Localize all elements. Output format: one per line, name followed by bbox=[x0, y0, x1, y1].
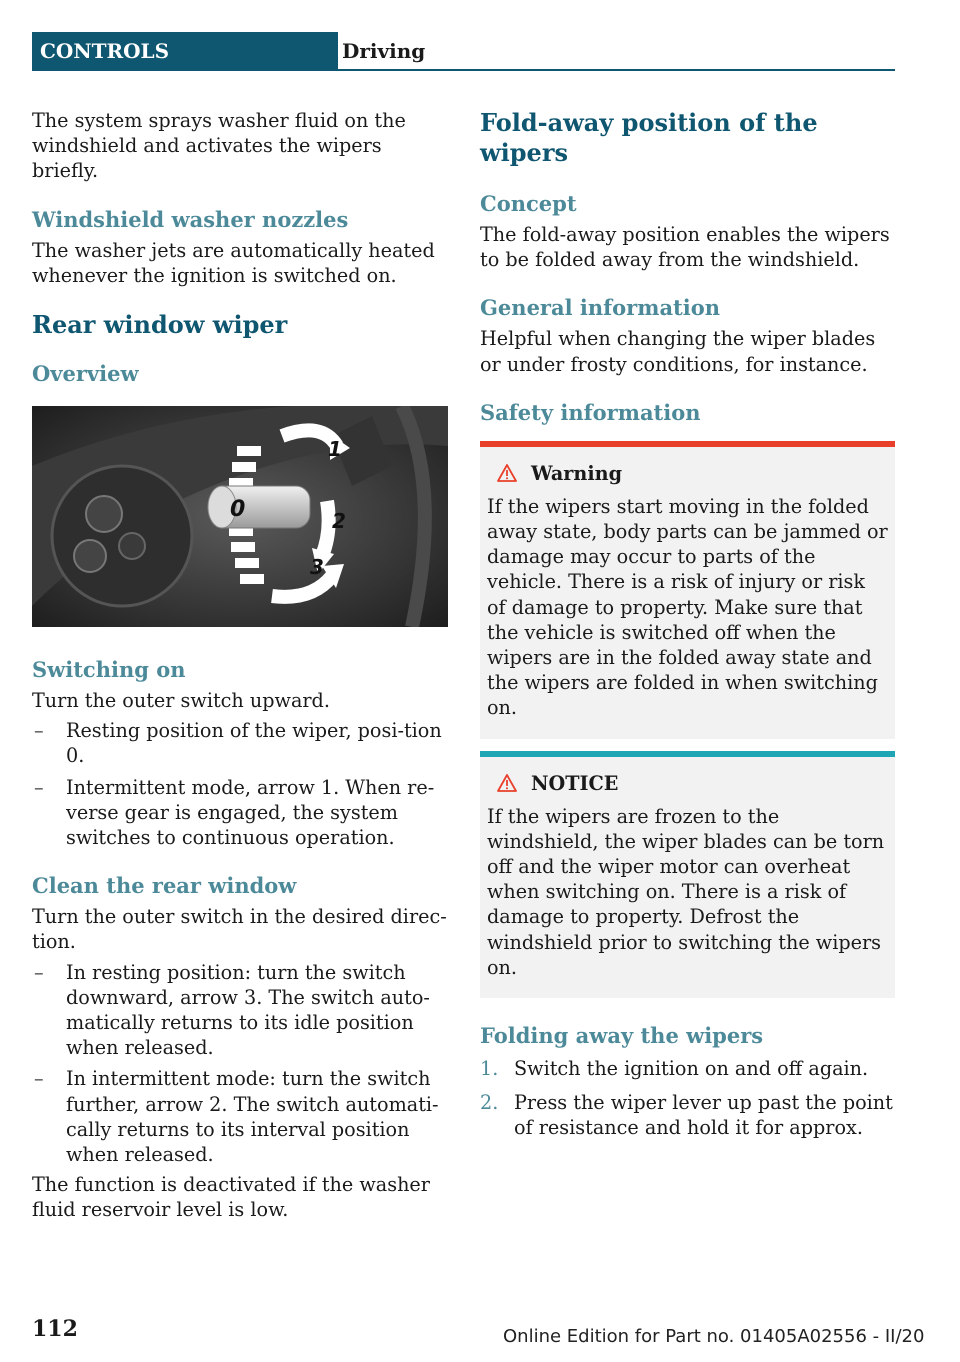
wiper-switch-figure bbox=[32, 406, 448, 627]
concept-heading: Concept bbox=[480, 191, 577, 216]
warning-triangle-icon bbox=[497, 774, 517, 792]
label-0: 0 bbox=[230, 497, 246, 523]
dash-marker: – bbox=[34, 960, 44, 984]
section-title: CONTROLS bbox=[32, 32, 338, 71]
nozzles-heading: Windshield washer nozzles bbox=[32, 206, 349, 232]
notice-box bbox=[480, 751, 895, 998]
general-info-paragraph: Helpful when changing the wiper blades or under frosty conditions, for instance. bbox=[480, 327, 876, 376]
chapter-title: Driving bbox=[342, 39, 426, 63]
dash-marker: – bbox=[34, 719, 44, 743]
label-2: 2 bbox=[332, 509, 346, 534]
label-3: 3 bbox=[310, 555, 324, 580]
warning-title: Warning bbox=[531, 461, 623, 485]
deactivated-paragraph: The function is deactivated if the washer fluid reservoir level is low. bbox=[32, 1173, 430, 1222]
switching-heading: Switching on bbox=[32, 657, 186, 683]
clean-heading: Clean the rear window bbox=[32, 873, 297, 899]
switching-list bbox=[32, 718, 450, 850]
page-number: 112 bbox=[32, 1316, 78, 1342]
warning-title-row bbox=[487, 461, 888, 486]
warning-box bbox=[480, 441, 895, 739]
list-item: 1. Switch the ignition on and off again. bbox=[480, 1057, 869, 1081]
step-number: 1. bbox=[480, 1057, 499, 1081]
rear-wiper-heading: Rear window wiper bbox=[32, 310, 288, 340]
overview-heading: Overview bbox=[32, 361, 139, 387]
foldaway-heading: Fold-away position of the wipers bbox=[480, 108, 818, 167]
dash-marker: – bbox=[34, 775, 44, 799]
notice-title: NOTICE bbox=[531, 771, 619, 795]
list-item: – Intermittent mode, arrow 1. When re-verse gear is engaged, the system switches to continuous operation. bbox=[34, 775, 435, 850]
switching-paragraph: Turn the outer switch upward. bbox=[32, 689, 330, 713]
notice-text: If the wipers are frozen to the windshield, the wiper blades can be torn off and the wiper motor can overheat when switching on. There is a risk of damage to property. Defrost the windshield prior to switching the wipers on. bbox=[487, 804, 885, 979]
list-item: – Resting position of the wiper, posi-tion 0. bbox=[34, 719, 442, 768]
left-column bbox=[32, 108, 450, 1223]
clean-list bbox=[32, 960, 450, 1168]
edition-line: Online Edition for Part no. 01405A02556 - II/20 bbox=[503, 1326, 925, 1347]
intro-paragraph: The system sprays washer fluid on the windshield and activates the wipers briefly. bbox=[32, 109, 406, 183]
warning-text: If the wipers start moving in the folded away state, body parts can be jammed or damage may occur to parts of the vehicle. There is a risk of injury or risk of damage to property. Make sure that the vehicle is switched off when the wipers are in the folded away state and the wipers are folded in when switching on. bbox=[487, 494, 888, 720]
warning-triangle-icon bbox=[497, 464, 517, 482]
folding-steps bbox=[480, 1056, 895, 1141]
concept-paragraph: The fold-away position enables the wipers to be folded away from the windshield. bbox=[480, 223, 890, 272]
header-rule bbox=[330, 69, 895, 71]
right-column bbox=[480, 108, 895, 1141]
page-header bbox=[32, 32, 895, 71]
step-number: 2. bbox=[480, 1091, 499, 1115]
clean-paragraph: Turn the outer switch in the desired direc-tion. bbox=[32, 905, 447, 954]
nozzles-paragraph: The washer jets are automatically heated whenever the ignition is switched on. bbox=[32, 238, 435, 287]
label-1: 1 bbox=[328, 437, 342, 462]
list-item: – In resting position: turn the switch downward, arrow 3. The switch auto-matically returns to its idle position when released. bbox=[34, 960, 430, 1060]
general-info-heading: General information bbox=[480, 295, 721, 321]
safety-heading: Safety information bbox=[480, 399, 701, 425]
list-item: 2. Press the wiper lever up past the point of resistance and hold it for approx. bbox=[480, 1091, 893, 1140]
notice-title-row bbox=[487, 771, 888, 796]
folding-heading: Folding away the wipers bbox=[480, 1023, 764, 1049]
dash-marker: – bbox=[34, 1067, 44, 1091]
list-item: – In intermittent mode: turn the switch further, arrow 2. The switch automati-cally returns to its interval position when released. bbox=[34, 1067, 439, 1167]
